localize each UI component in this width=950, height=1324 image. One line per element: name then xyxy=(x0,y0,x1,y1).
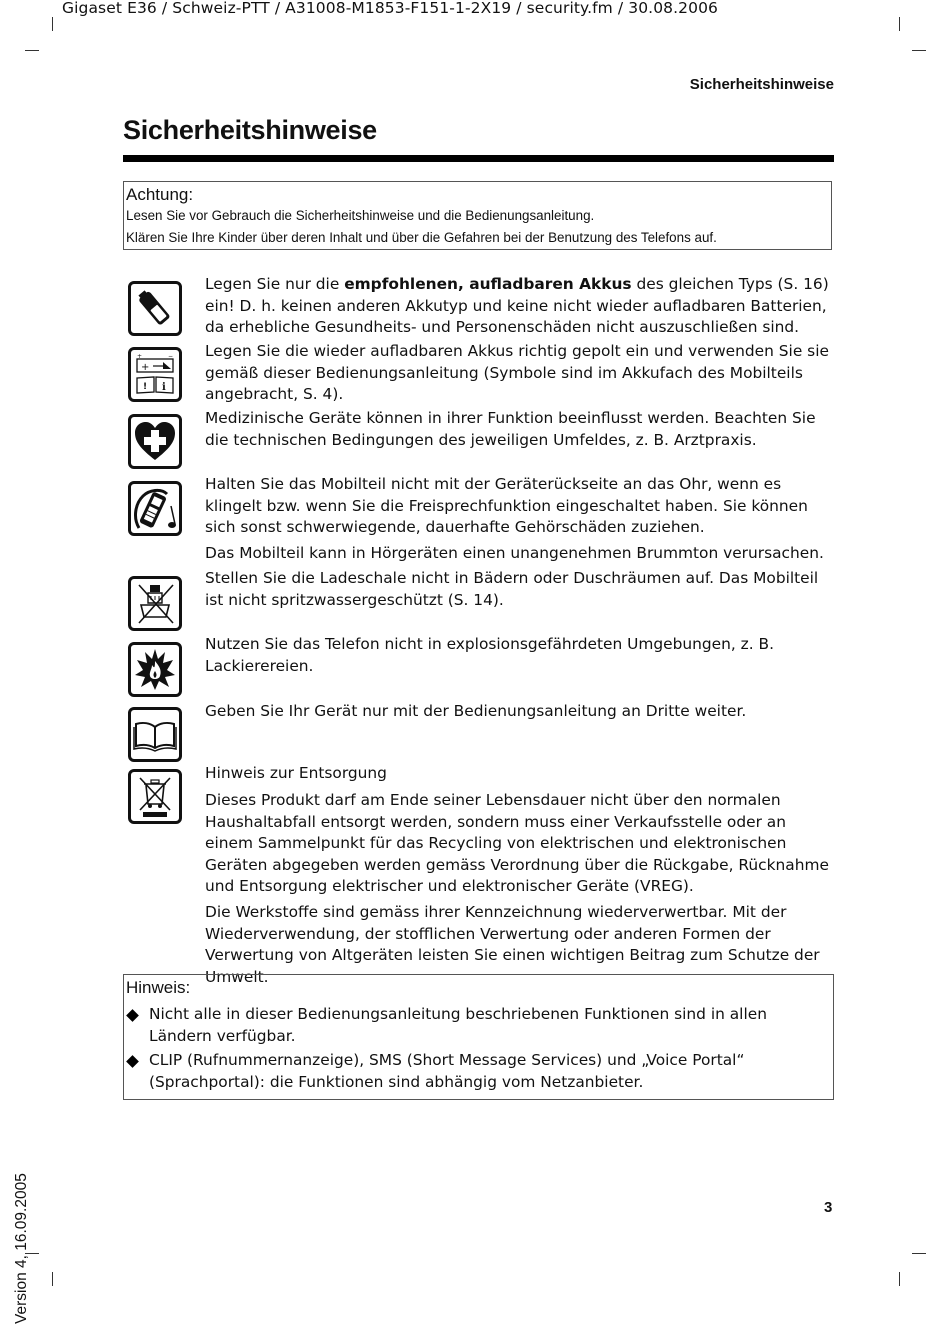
crop-mark xyxy=(899,17,900,31)
crop-mark xyxy=(912,1253,926,1254)
title-rule xyxy=(123,155,834,162)
crop-mark xyxy=(52,17,53,31)
running-head: Sicherheitshinweise xyxy=(689,76,834,93)
battery-icon xyxy=(128,281,182,336)
weee-disposal-icon xyxy=(128,769,182,824)
svg-text:i: i xyxy=(162,382,166,393)
manual-book-icon xyxy=(128,707,182,762)
disposal-text: Dieses Produkt darf am Ende seiner Lebensdauer nicht über den normalen Haushaltabfall entsorgt werden, sondern muss einer Verkaufsstelle oder an einem Sammelpunkt für das Recycling von elektrischen und elektronischen Geräten abgegeben werden gemäss Verordnung über die Rückgabe, Rücknahme und Entsorgung elektrischer und elektronischer Geräte (VREG). xyxy=(205,791,829,895)
battery-polarity-text: Legen Sie die wieder aufladbaren Akkus richtig gepolt ein und verwenden Sie sie gemäß dieser Bedienungsanleitung (Symbole sind im Akkufach des Mobilteils angebracht, S. 4). xyxy=(205,342,829,403)
achtung-line: Lesen Sie vor Gebrauch die Sicherheitshinweise und die Bedienungsanleitung. xyxy=(126,208,595,223)
manual-handover-text: Geben Sie Ihr Gerät nur mit der Bedienungsanleitung an Dritte weiter. xyxy=(205,702,747,720)
version-stamp: Version 4, 16.09.2005 xyxy=(13,1173,30,1324)
no-bathroom-icon xyxy=(128,576,182,631)
bathroom-warning-text: Stellen Sie die Ladeschale nicht in Bädern oder Duschräumen auf. Das Mobilteil ist nicht spritzwassergeschützt (S. 14). xyxy=(205,569,819,609)
svg-text:−: − xyxy=(168,353,174,360)
hinweis-item: CLIP (Rufnummernanzeige), SMS (Short Message Services) und „Voice Portal“ (Sprachportal): die Funktionen sind abhängig vom Netzanbieter. xyxy=(149,1051,745,1091)
explosion-warning-text: Nutzen Sie das Telefon nicht in explosionsgefährdeten Umgebungen, z. B. Lackierereien. xyxy=(205,635,774,675)
battery-polarity-icon xyxy=(128,347,182,402)
disposal-heading: Hinweis zur Entsorgung xyxy=(205,764,387,782)
svg-text:+: + xyxy=(141,362,150,373)
crop-mark xyxy=(912,50,926,51)
hearing-damage-text: Halten Sie das Mobilteil nicht mit der Geräterückseite an das Ohr, wenn es klingelt bzw. wenn Sie die Freisprechfunktion eingeschaltet haben. Sie können sich sonst schwerwiegende, dauerhafte Gehörschäden zuziehen. xyxy=(205,475,808,536)
page-title: Sicherheitshinweise xyxy=(123,115,377,145)
svg-text:+: + xyxy=(137,353,143,360)
achtung-heading: Achtung: xyxy=(126,185,194,204)
hearing-aid-text: Das Mobilteil kann in Hörgeräten einen unangenehmen Brummton verursachen. xyxy=(205,544,824,562)
page-number: 3 xyxy=(824,1199,833,1216)
achtung-line: Klären Sie Ihre Kinder über deren Inhalt und über die Gefahren bei der Benutzung des Telefons auf. xyxy=(126,230,717,245)
recycling-text: Die Werkstoffe sind gemäss ihrer Kennzeichnung wiederverwertbar. Mit der Wiederverwendung, der stofflichen Verwertung oder anderen Formen der Verwertung von Altgeräten leisten Sie einen wichtigen Beitrag zum Schutze der Umwelt. xyxy=(205,903,820,986)
bullet-icon xyxy=(126,1009,140,1023)
phone-ear-icon xyxy=(128,481,182,536)
hinweis-box xyxy=(123,974,834,1100)
battery-warning-text xyxy=(205,274,835,339)
achtung-box xyxy=(123,181,832,250)
hinweis-heading: Hinweis: xyxy=(126,978,191,997)
svg-text:!: ! xyxy=(143,382,148,392)
bullet-icon xyxy=(126,1055,140,1069)
explosion-flame-icon xyxy=(128,642,182,697)
battery-warning-pre: Legen Sie nur die xyxy=(205,275,345,293)
battery-warning-emphasis: empfohlenen, aufladbaren Akkus xyxy=(344,275,632,293)
medical-devices-text: Medizinische Geräte können in ihrer Funktion beeinflusst werden. Beachten Sie die technischen Bedingungen des jeweiligen Umfeldes, z. B. Arztpraxis. xyxy=(205,409,816,449)
crop-mark xyxy=(52,1272,53,1286)
hinweis-item: Nicht alle in dieser Bedienungsanleitung beschriebenen Funktionen sind in allen Ländern verfügbar. xyxy=(149,1005,767,1045)
document-info: Gigaset E36 / Schweiz-PTT / A31008-M1853-F151-1-2X19 / security.fm / 30.08.2006 xyxy=(62,0,719,17)
crop-mark xyxy=(899,1272,900,1286)
medical-heart-icon xyxy=(128,414,182,469)
crop-mark xyxy=(25,50,39,51)
battery-warning-post: des gleichen Typs (S. 16) ein! D. h. keinen anderen Akkutyp und keine nicht wieder aufladbaren Batterien, da erhebliche Gesundheits- und Personenschäden nicht auszuschließen sind. xyxy=(205,275,829,336)
